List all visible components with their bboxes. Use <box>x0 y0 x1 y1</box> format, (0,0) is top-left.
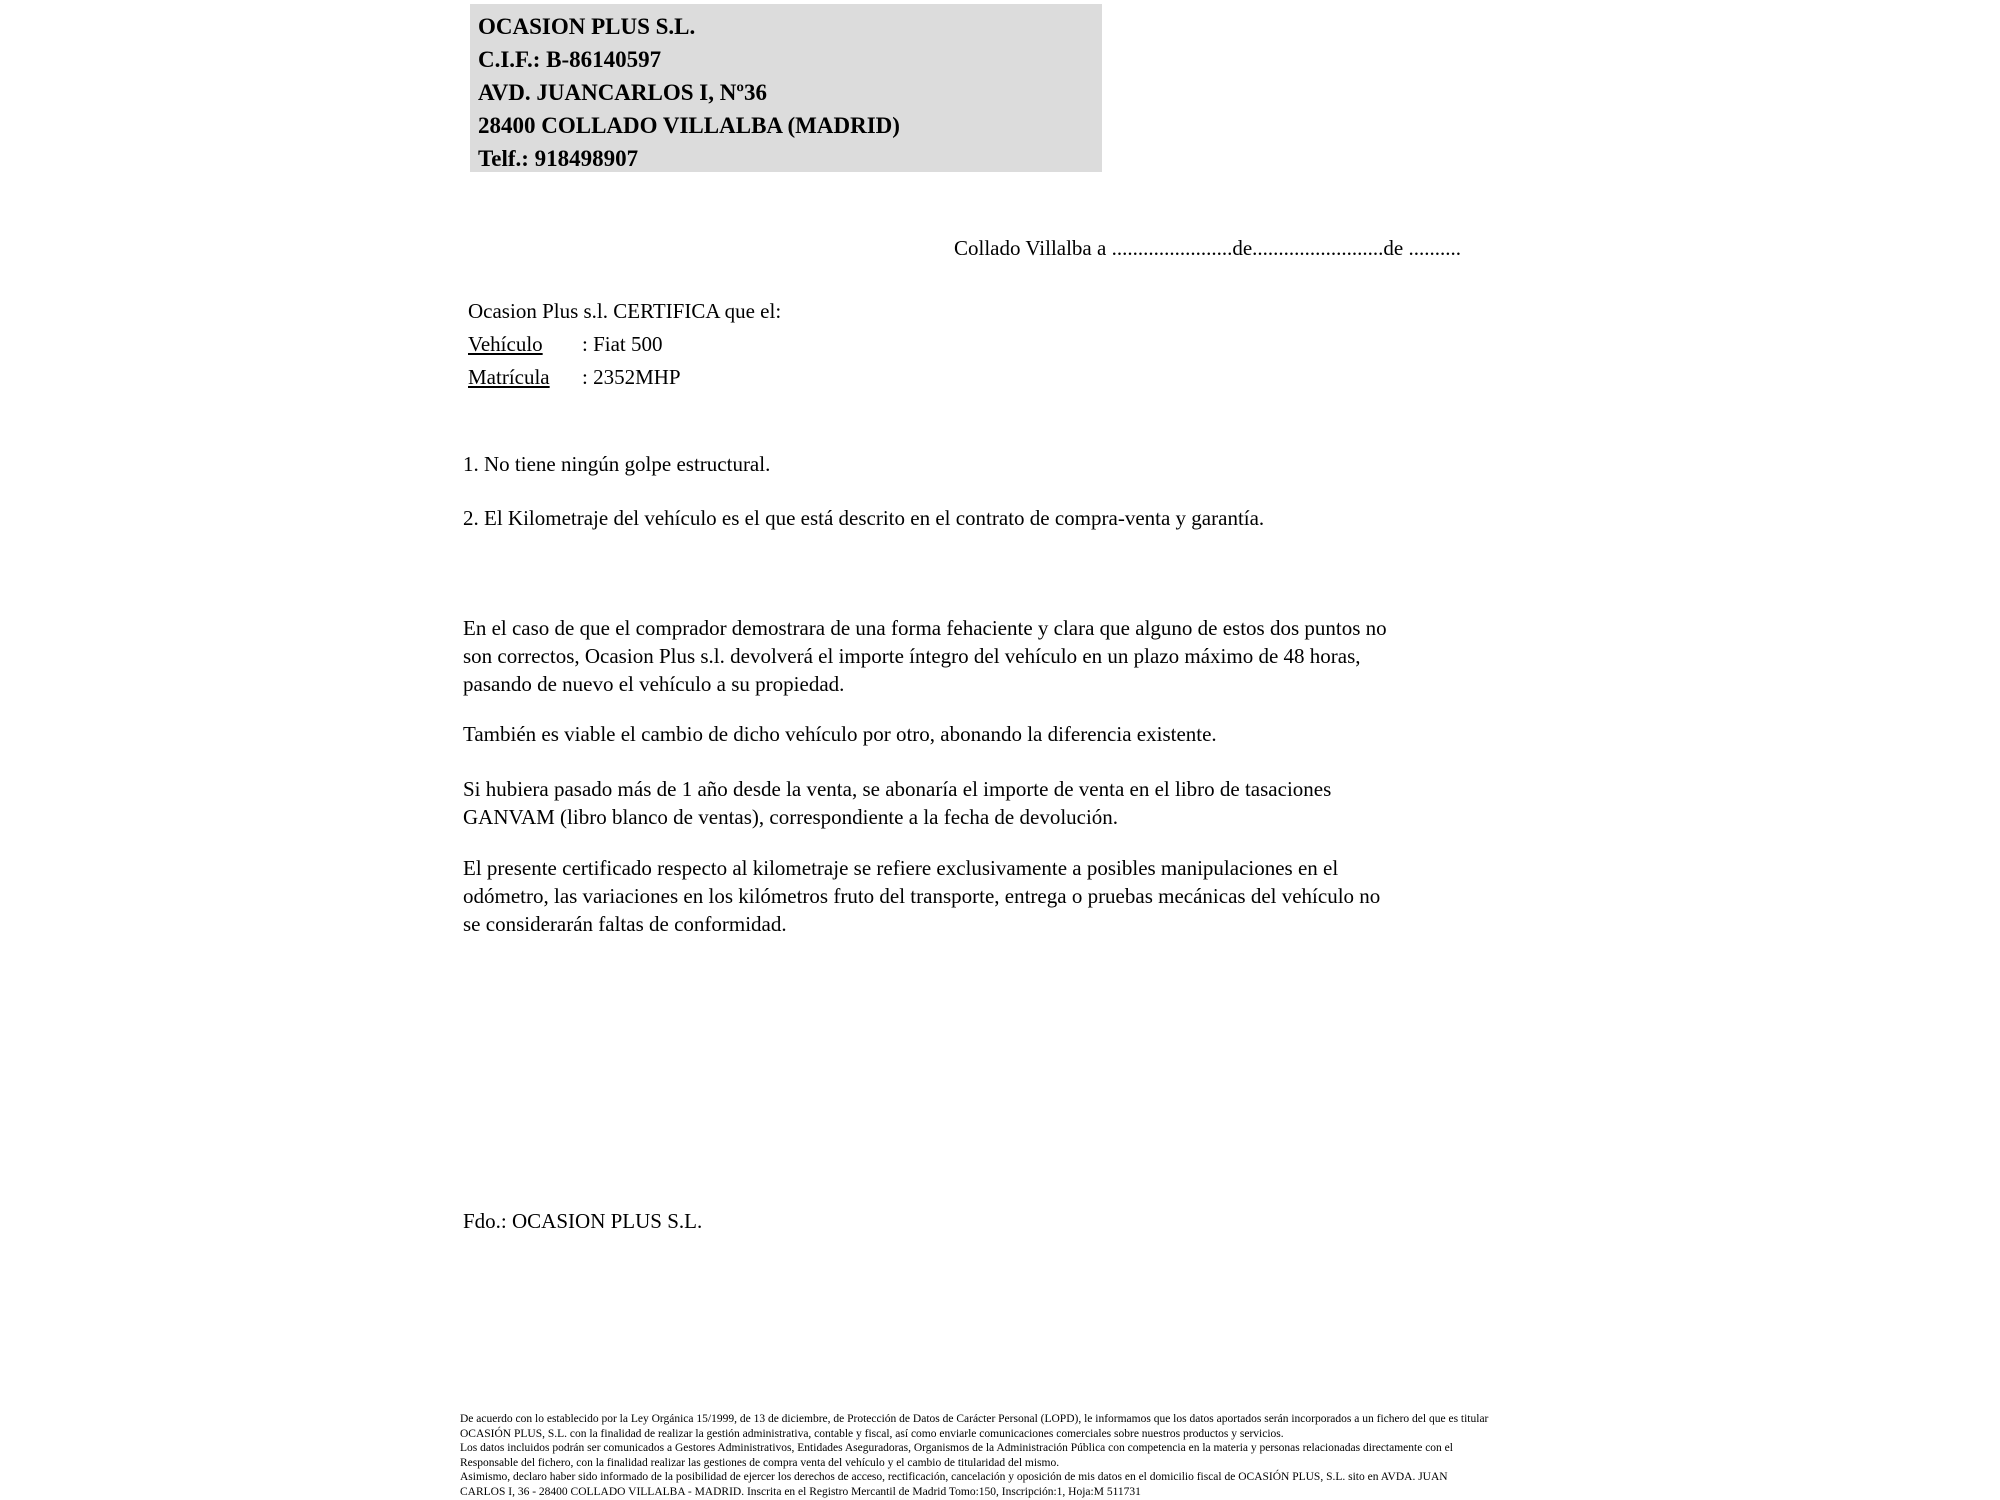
vehicle-value: : Fiat 500 <box>582 332 663 356</box>
paragraph-ganvam-valuation: Si hubiera pasado más de 1 año desde la venta, se abonaría el importe de venta en el libro de tasaciones GANVAM (libro blanco de ventas), correspondiente a la fecha de devolución. <box>463 777 1332 829</box>
signature-line: Fdo.: OCASION PLUS S.L. <box>463 1209 703 1233</box>
paragraph-odometer-disclaimer: El presente certificado respecto al kilometraje se refiere exclusivamente a posibles manipulaciones en el odómetro, las variaciones en los kilómetros fruto del transporte, entrega o pruebas mecánicas del vehículo no se considerarán faltas de conformidad. <box>463 856 1381 936</box>
clause-1: 1. No tiene ningún golpe estructural. <box>463 452 771 476</box>
letterhead-box <box>470 4 1102 172</box>
vehicle-label-wrap <box>468 330 582 358</box>
certificate-intro: Ocasion Plus s.l. CERTIFICA que el: <box>468 299 782 323</box>
legal-line: De acuerdo con lo establecido por la Ley Orgánica 15/1999, de 13 de diciembre, de Protección de Datos de Carácter Personal (LOPD), le informamos que los datos aportados serán incorporados a un fichero del que es titular <box>460 1413 1489 1425</box>
legal-fine-print <box>460 1412 1580 1500</box>
vehicle-row <box>468 330 663 358</box>
legal-line: Responsable del fichero, con la finalidad realizar las gestiones de compra venta del vehículo y el cambio de titularidad del mismo. <box>460 1456 1060 1469</box>
paragraph-exchange-option: También es viable el cambio de dicho vehículo por otro, abonando la diferencia existente. <box>463 722 1217 746</box>
vehicle-label: Vehículo <box>468 332 543 356</box>
plate-label-wrap <box>468 363 582 391</box>
legal-line: Asimismo, declaro haber sido informado de la posibilidad de ejercer los derechos de acceso, rectificación, cancelación y oposición de mis datos en el domicilio fiscal de OCASIÓN PLUS, S.L. sito en AVDA. JUAN <box>460 1471 1448 1484</box>
date-fill-in-line: Collado Villalba a .......................de.........................de .......... <box>954 236 1461 260</box>
legal-line: CARLOS I, 36 - 28400 COLLADO VILLALBA - MADRID. Inscrita en el Registro Mercantil de Madrid Tomo:150, Inscripción:1, Hoja:M 511731 <box>460 1485 1141 1498</box>
company-name: OCASION PLUS S.L. <box>478 14 696 39</box>
company-city: 28400 COLLADO VILLALBA (MADRID) <box>478 113 900 138</box>
plate-label: Matrícula <box>468 365 550 389</box>
plate-row <box>468 363 681 391</box>
company-phone: Telf.: 918498907 <box>478 146 639 171</box>
legal-line: OCASIÓN PLUS, S.L. con la finalidad de realizar la gestión administrativa, contable y fiscal, así como enviarle comunicaciones comerciales sobre nuestros productos y servicios. <box>460 1427 1284 1440</box>
company-address: AVD. JUANCARLOS I, Nº36 <box>478 80 767 105</box>
legal-line: Los datos incluidos podrán ser comunicados a Gestores Administrativos, Entidades Aseguradoras, Organismos de la Administración Pública con competencia en la materia y personas relacionadas directamente con el <box>460 1442 1453 1455</box>
company-cif: C.I.F.: B-86140597 <box>478 47 662 72</box>
plate-value: : 2352MHP <box>582 365 681 389</box>
paragraph-refund-terms: En el caso de que el comprador demostrara de una forma fehaciente y clara que alguno de estos dos puntos no son correctos, Ocasion Plus s.l. devolverá el importe íntegro del vehículo en un plazo máximo de 48 horas, pasando de nuevo el vehículo a su propiedad. <box>463 616 1387 696</box>
clause-2: 2. El Kilometraje del vehículo es el que está descrito en el contrato de compra-venta y garantía. <box>463 506 1265 530</box>
